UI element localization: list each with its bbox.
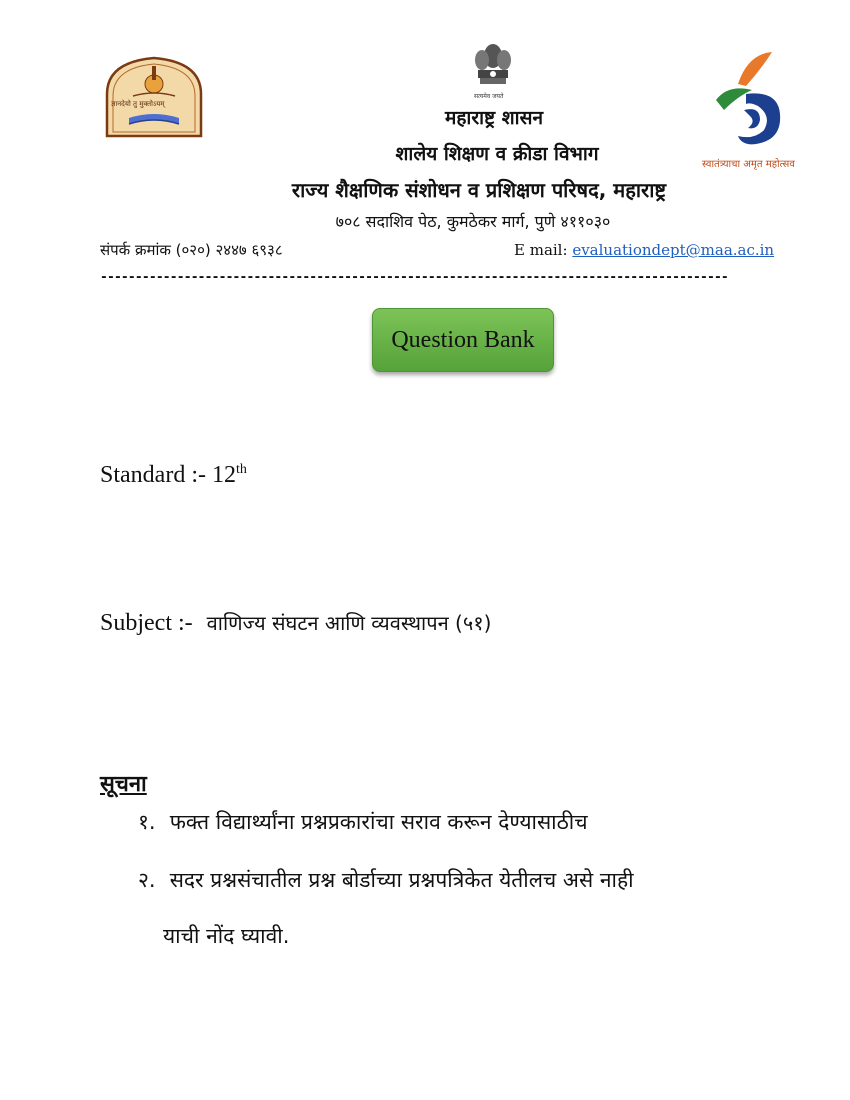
amrit-mahotsav-caption: स्वातंत्र्याचा अमृत महोत्सव [702,159,795,170]
subject-line [100,608,491,637]
header-government-name: महाराष्ट्र शासन [444,107,543,129]
header-department: शालेय शिक्षण व क्रीडा विभाग [395,143,599,165]
standard-label: Standard :- 12 [100,462,236,488]
notes-heading: सूचना [100,772,147,797]
emblem-motto: सत्यमेव जयते [474,93,504,100]
note-number: २. [138,868,156,892]
seal-motto: ज्ञानदेयो तु मुक्तोऽयम् [111,100,165,108]
note-continuation: याची नोंद घ्यावी. [163,924,290,948]
note-text: सदर प्रश्नसंचातील प्रश्न बोर्डाच्या प्रश्नपत्रिकेत येतीलच असे नाही [169,868,634,892]
header-council-name: राज्य शैक्षणिक संशोधन व प्रशिक्षण परिषद, महाराष्ट्र [291,178,667,202]
subject-value: वाणिज्य संघटन आणि व्यवस्थापन (५१) [206,611,492,635]
standard-suffix: th [235,462,247,477]
note-item [138,866,634,894]
email-label: E mail: [514,241,568,259]
email-line [514,241,774,259]
national-emblem-icon [470,38,516,98]
note-number: १. [138,810,156,834]
header-address: ७०८ सदाशिव पेठ, कुमठेकर मार्ग, पुणे ४११०३० [335,212,611,231]
contact-number: संपर्क क्रमांक (०२०) २४४७ ६९३८ [100,241,283,259]
subject-label: Subject :- [100,610,193,636]
note-text: फक्त विद्यार्थ्यांना प्रश्नप्रकारांचा सराव करून देण्यासाठीच [169,810,588,834]
email-link[interactable]: evaluationdept@maa.ac.in [572,241,775,259]
note-item [138,808,588,836]
question-bank-button[interactable]: Question Bank [372,308,554,372]
header-divider: ------------------------------------------------------------------------------------------ [100,270,728,285]
standard-line [100,462,247,489]
